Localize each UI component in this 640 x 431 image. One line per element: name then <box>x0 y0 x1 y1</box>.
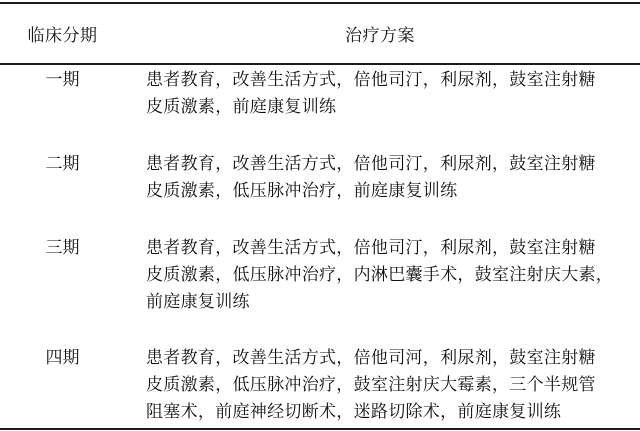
table-header-rule <box>0 63 640 65</box>
plan-line: 皮质激素，低压脉冲治疗，鼓室注射庆大霉素，三个半规管 <box>146 375 596 395</box>
plan-line: 皮质激素，低压脉冲治疗，内淋巴囊手术，鼓室注射庆大素， <box>146 265 614 285</box>
table-header <box>0 2 640 63</box>
plan-cell <box>146 67 616 121</box>
stage-cell: 四期 <box>45 348 80 368</box>
table-bottom-rule <box>0 428 640 430</box>
plan-line: 患者教育，改善生活方式，倍他司汀，利尿剂，鼓室注射糖 <box>146 238 596 258</box>
header-stage: 临床分期 <box>27 26 98 46</box>
plan-cell <box>146 235 616 316</box>
plan-line: 患者教育，改善生活方式，倍他司河，利尿剂，鼓室注射糖 <box>146 348 596 368</box>
plan-line: 阻塞术，前庭神经切断术，迷路切除术，前庭康复训练 <box>146 402 562 422</box>
plan-line: 皮质激素，前庭康复训练 <box>146 97 337 117</box>
plan-line: 皮质激素，低压脉冲治疗，前庭康复训练 <box>146 181 458 201</box>
plan-line: 患者教育，改善生活方式，倍他司汀，利尿剂，鼓室注射糖 <box>146 70 596 90</box>
plan-cell <box>146 151 616 205</box>
plan-line: 前庭康复训练 <box>146 292 250 312</box>
stage-cell: 三期 <box>45 238 80 258</box>
stage-cell: 二期 <box>45 154 80 174</box>
plan-line: 患者教育，改善生活方式，倍他司汀，利尿剂，鼓室注射糖 <box>146 154 596 174</box>
stage-cell: 一期 <box>45 70 80 90</box>
plan-cell <box>146 345 616 426</box>
header-plan: 治疗方案 <box>345 26 415 46</box>
